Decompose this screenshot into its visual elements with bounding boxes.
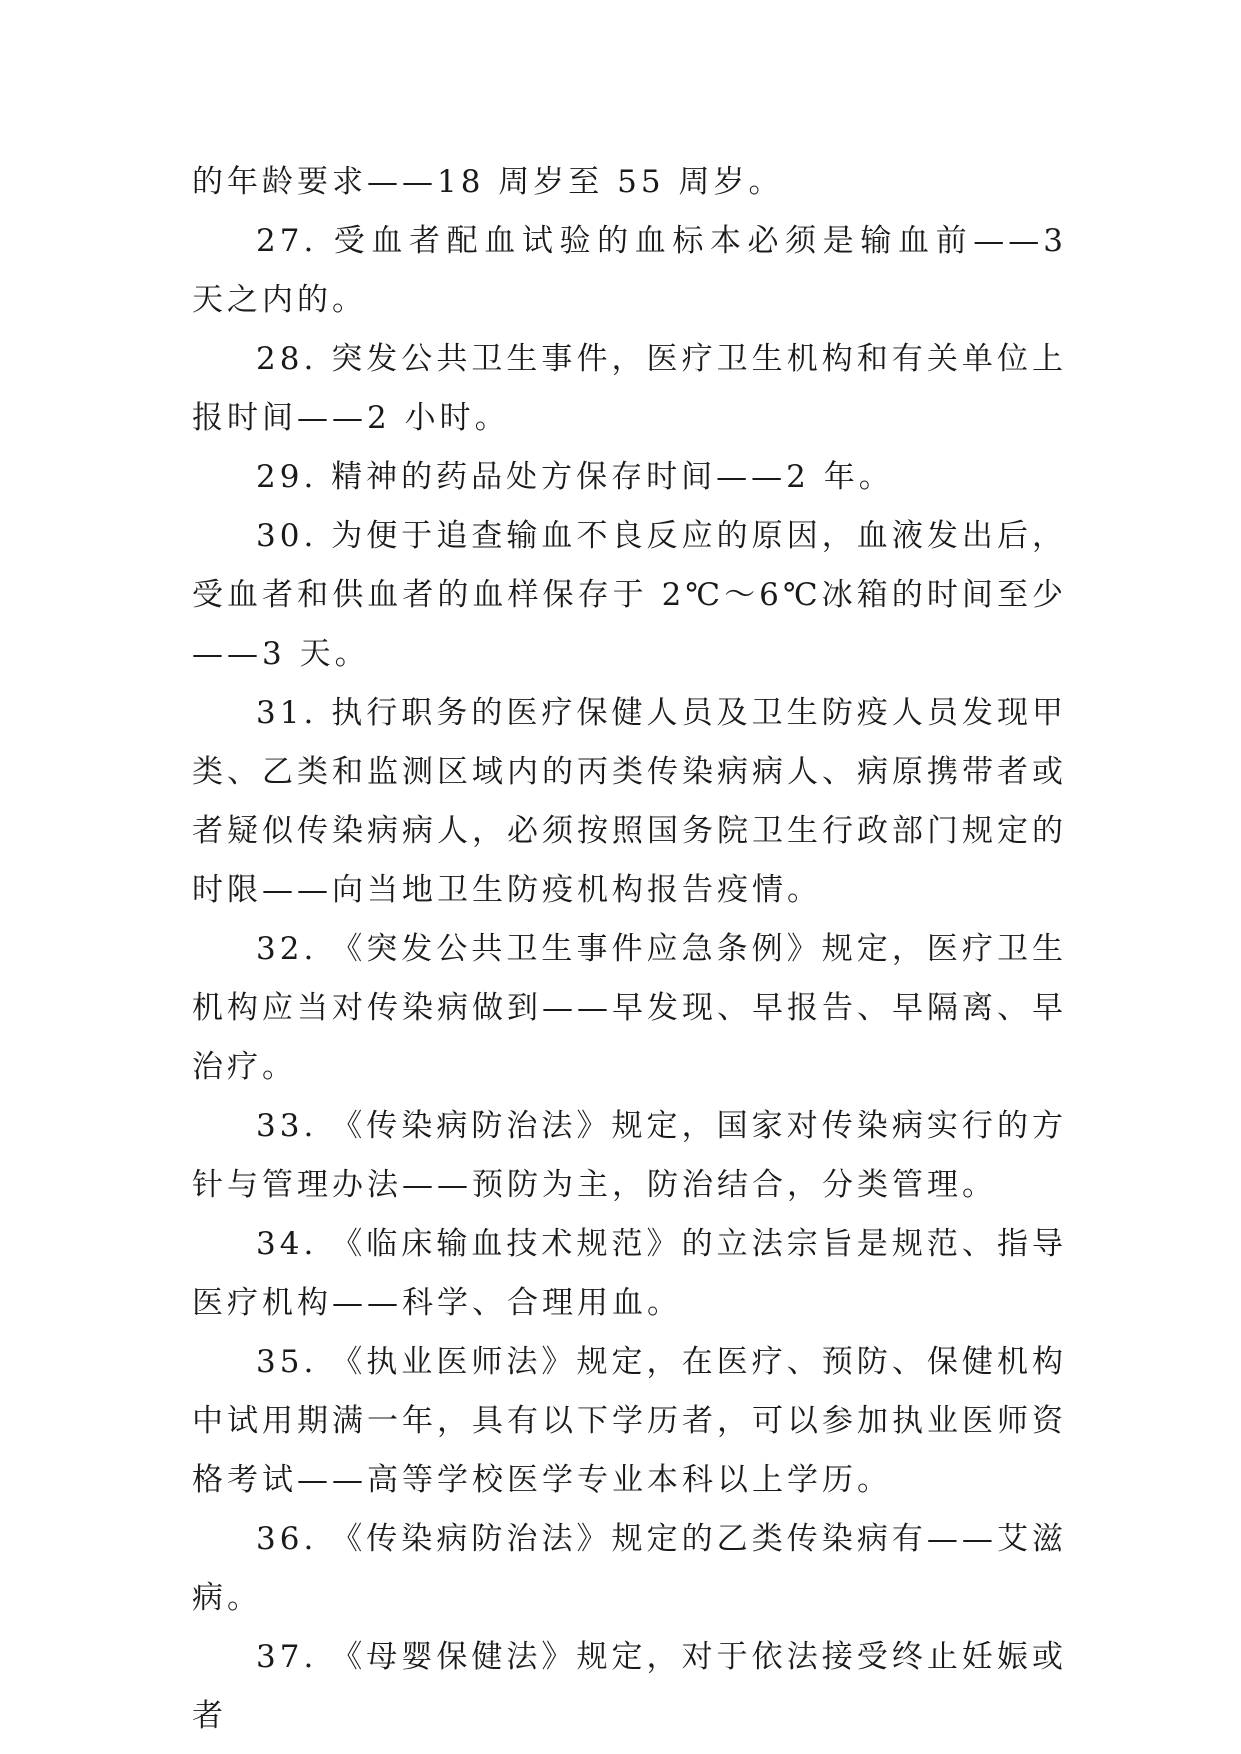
paragraph-item-36: 36. 《传染病防治法》规定的乙类传染病有——艾滋病。 [192, 1521, 1067, 1616]
paragraph-item-30: 30. 为便于追查输血不良反应的原因，血液发出后，受血者和供血者的血样保存于 2℃～6℃冰箱的时间至少——3 天。 [192, 518, 1067, 672]
paragraph-item-28: 28. 突发公共卫生事件，医疗卫生机构和有关单位上报时间——2 小时。 [192, 341, 1067, 436]
paragraph-item-35: 35. 《执业医师法》规定，在医疗、预防、保健机构中试用期满一年，具有以下学历者，可以参加执业医师资格考试——高等学校医学专业本科以上学历。 [192, 1344, 1067, 1498]
body-text [192, 153, 1067, 1746]
paragraph-continuation: 的年龄要求——18 周岁至 55 周岁。 [192, 164, 784, 200]
paragraph-item-32: 32. 《突发公共卫生事件应急条例》规定，医疗卫生机构应当对传染病做到——早发现、早报告、早隔离、早治疗。 [192, 931, 1067, 1085]
paragraph-item-37: 37. 《母婴保健法》规定，对于依法接受终止妊娠或者 [192, 1639, 1067, 1734]
paragraph-item-31: 31. 执行职务的医疗保健人员及卫生防疫人员发现甲类、乙类和监测区域内的丙类传染病病人、病原携带者或者疑似传染病病人，必须按照国务院卫生行政部门规定的时限——向当地卫生防疫机构报告疫情。 [192, 695, 1067, 908]
paragraph-item-33: 33. 《传染病防治法》规定，国家对传染病实行的方针与管理办法——预防为主，防治结合，分类管理。 [192, 1108, 1067, 1203]
paragraph-item-29: 29. 精神的药品处方保存时间——2 年。 [256, 459, 894, 495]
paragraph-item-34: 34. 《临床输血技术规范》的立法宗旨是规范、指导医疗机构——科学、合理用血。 [192, 1226, 1067, 1321]
paragraph-item-27: 27. 受血者配血试验的血标本必须是输血前——3 天之内的。 [192, 223, 1067, 318]
